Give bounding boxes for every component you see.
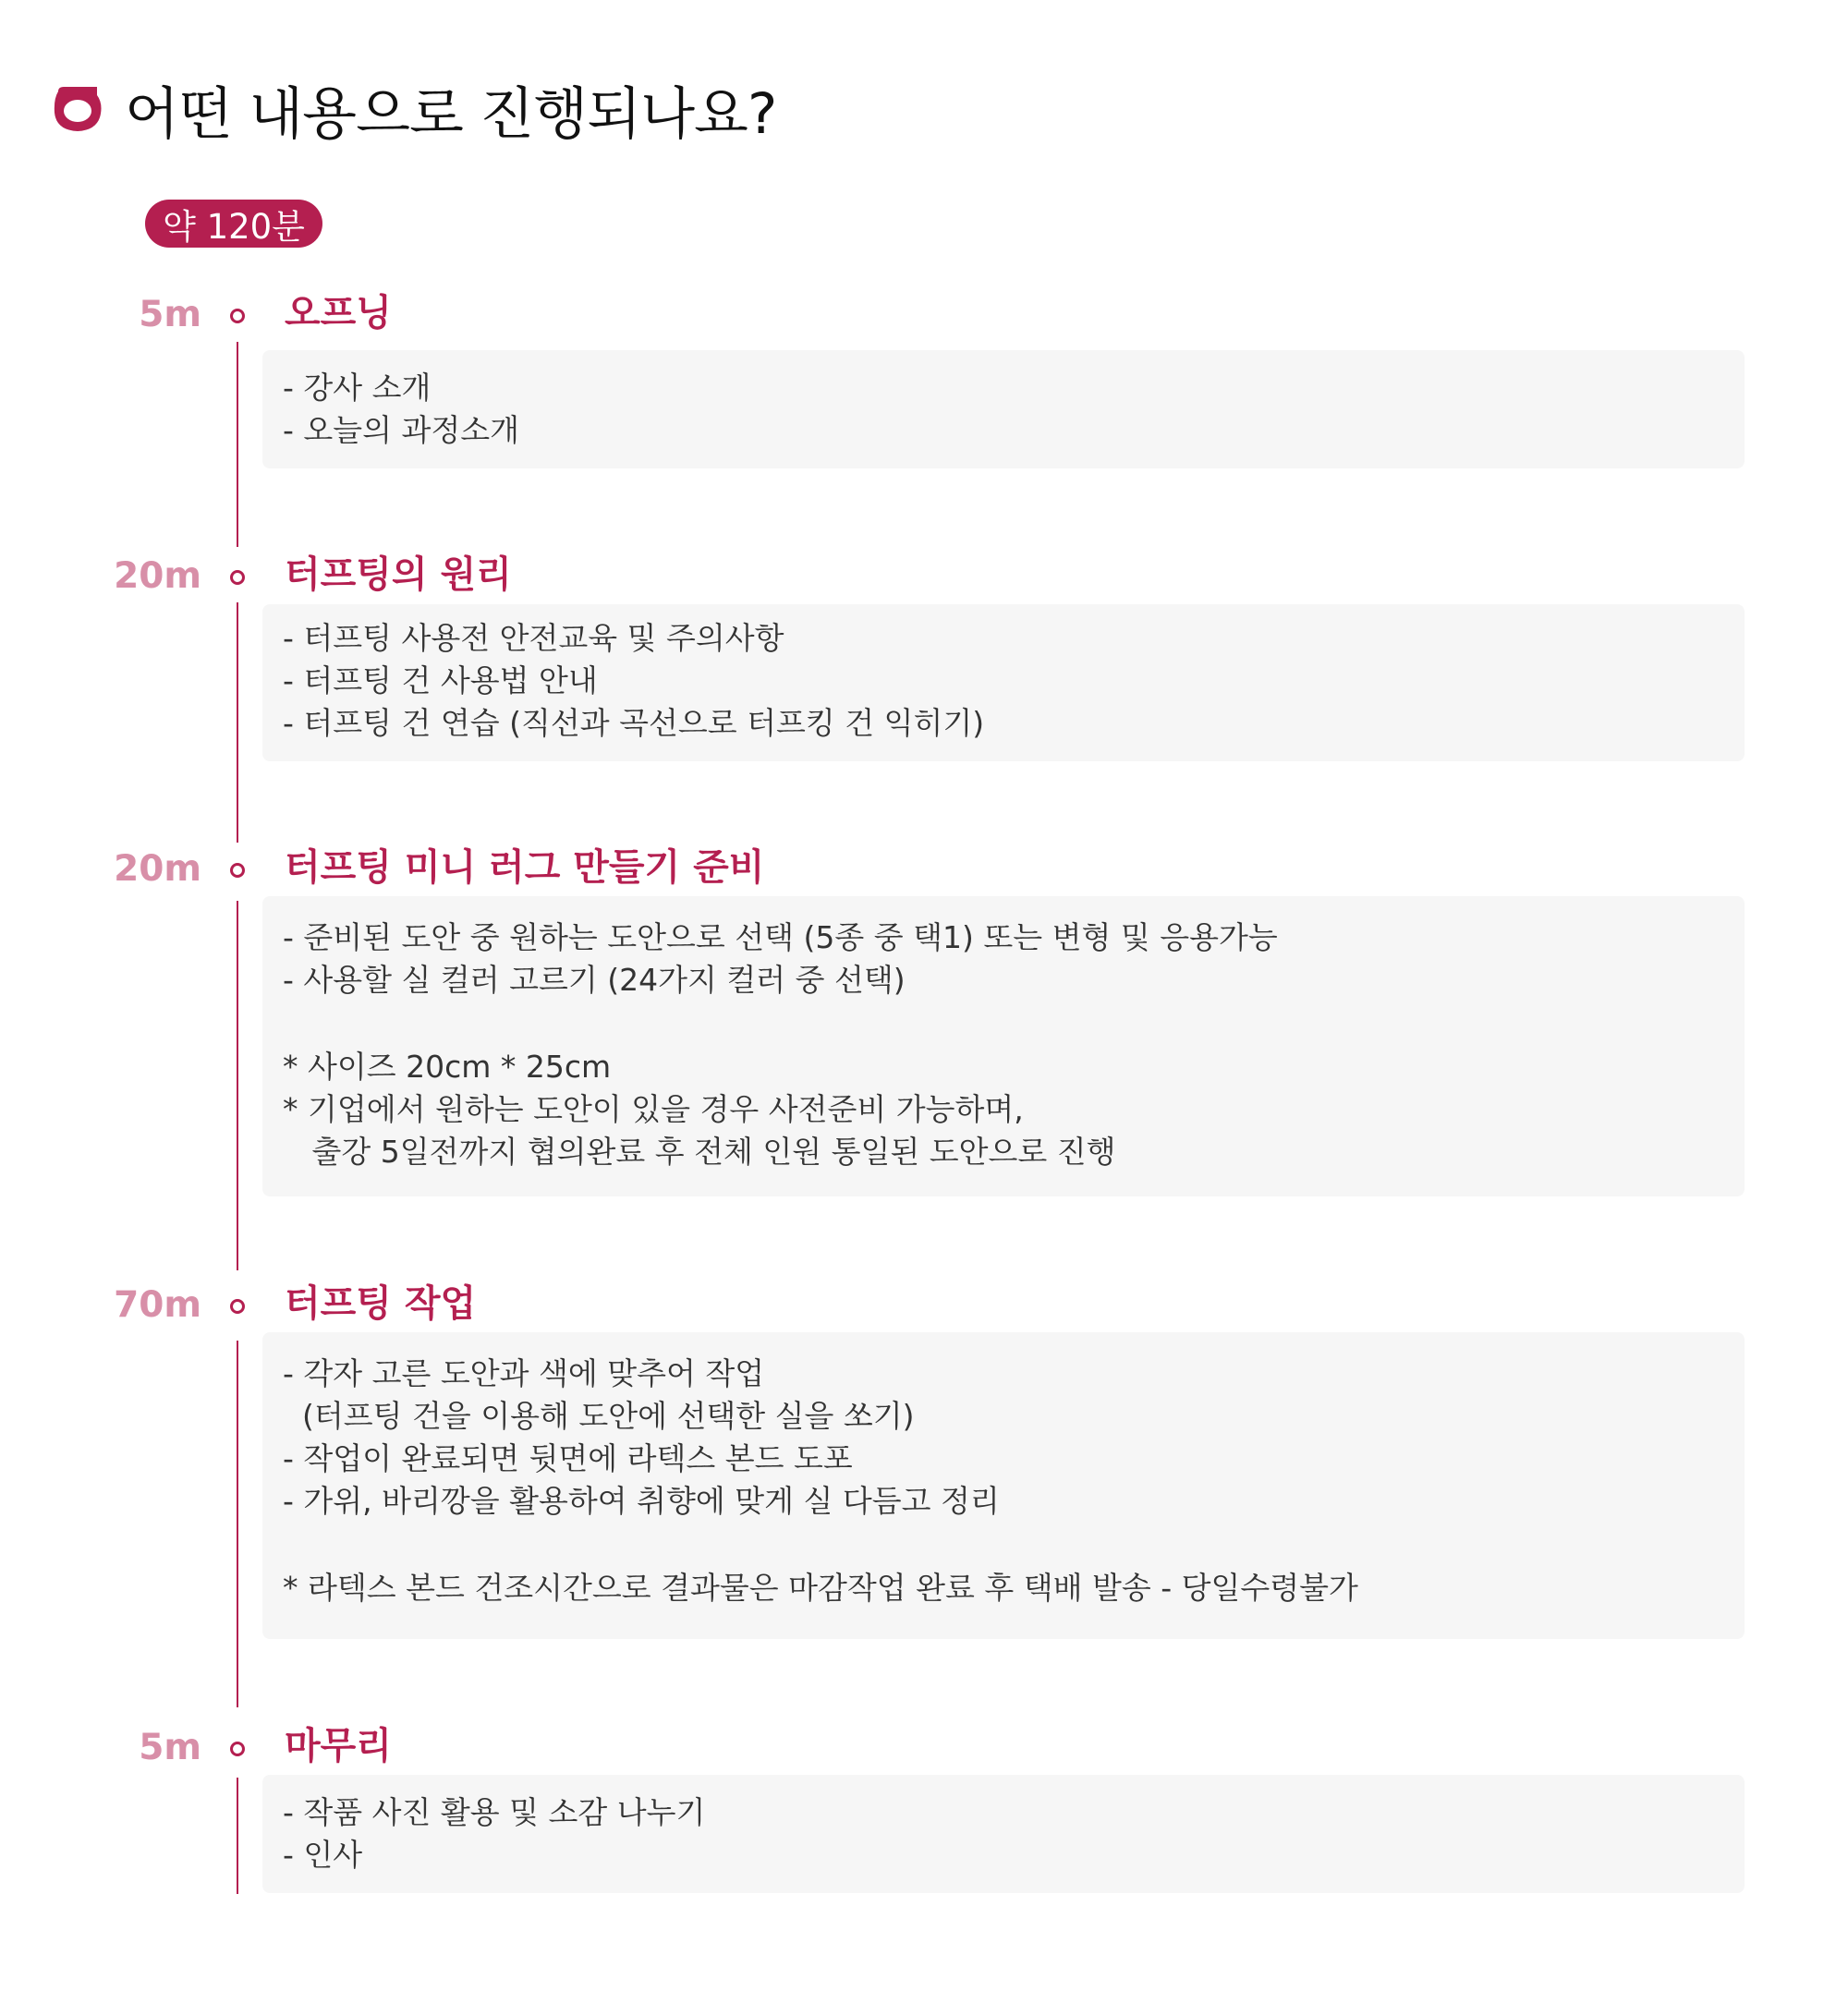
timeline-line: [237, 1778, 238, 1894]
section-title: 오프닝: [285, 292, 392, 334]
content-line: - 가위, 바리깡을 활용하여 취향에 맞게 실 다듬고 정리: [283, 1483, 1000, 1519]
note-line: * 사이즈 20cm * 25cm: [283, 1049, 612, 1085]
time-label: 5m: [139, 1727, 201, 1768]
content-line: - 작업이 완료되면 뒷면에 라텍스 본드 도포: [283, 1440, 853, 1476]
section-content: [262, 896, 1745, 1196]
timeline-line: [237, 901, 238, 1270]
timeline-line: [237, 342, 238, 547]
timeline-dot-icon: [230, 570, 245, 585]
content-line: - 각자 고른 도안과 색에 맞추어 작업: [283, 1355, 765, 1391]
section-title: 터프팅 작업: [285, 1282, 477, 1325]
section-content: [262, 1332, 1745, 1639]
section-content: [262, 350, 1745, 468]
time-label: 70m: [114, 1284, 201, 1326]
time-label: 20m: [114, 555, 201, 597]
note-line: 출강 5일전까지 협의완료 후 전체 인원 통일된 도안으로 진행: [283, 1134, 1116, 1170]
time-label: 5m: [139, 294, 201, 335]
content-line: - 강사 소개: [283, 370, 432, 406]
content-line: - 터프팅 건 사용법 안내: [283, 662, 598, 698]
content-line: - 사용할 실 컬러 고르기 (24가지 컬러 중 선택): [283, 962, 906, 998]
duration-badge: 약 120분: [145, 200, 322, 248]
timeline-line: [237, 1341, 238, 1707]
content-line: - 준비된 도안 중 원하는 도안으로 선택 (5종 중 택1) 또는 변형 및 응용가능: [283, 919, 1278, 955]
section-content: [262, 1775, 1745, 1893]
content-line: - 오늘의 과정소개: [283, 412, 520, 448]
content-line: - 터프팅 건 연습 (직선과 곡선으로 터프킹 건 익히기): [283, 705, 985, 741]
header: [51, 72, 776, 146]
content-line: - 인사: [283, 1837, 363, 1873]
note-line: * 라텍스 본드 건조시간으로 결과물은 마감작업 완료 후 택배 발송 - 당일수령불가: [283, 1570, 1358, 1606]
section-title: 터프팅 미니 러그 만들기 준비: [285, 846, 765, 889]
content-line: - 터프팅 사용전 안전교육 및 주의사항: [283, 620, 784, 656]
note-line: * 기업에서 원하는 도안이 있을 경우 사전준비 가능하며,: [283, 1091, 1024, 1127]
section-title: 마무리: [285, 1725, 392, 1767]
section-title: 터프팅의 원리: [285, 553, 512, 596]
section-content: [262, 604, 1745, 761]
timeline-line: [237, 602, 238, 843]
time-label: 20m: [114, 848, 201, 890]
timeline-dot-icon: [230, 309, 245, 323]
brand-logo-icon: [51, 82, 104, 136]
timeline-dot-icon: [230, 1742, 245, 1756]
timeline-dot-icon: [230, 863, 245, 878]
timeline-dot-icon: [230, 1299, 245, 1314]
content-line: (터프팅 건을 이용해 도안에 선택한 실을 쏘기): [283, 1398, 915, 1434]
content-line: - 작품 사진 활용 및 소감 나누기: [283, 1794, 706, 1830]
page-title: 어떤 내용으로 진행되나요?: [125, 80, 777, 147]
